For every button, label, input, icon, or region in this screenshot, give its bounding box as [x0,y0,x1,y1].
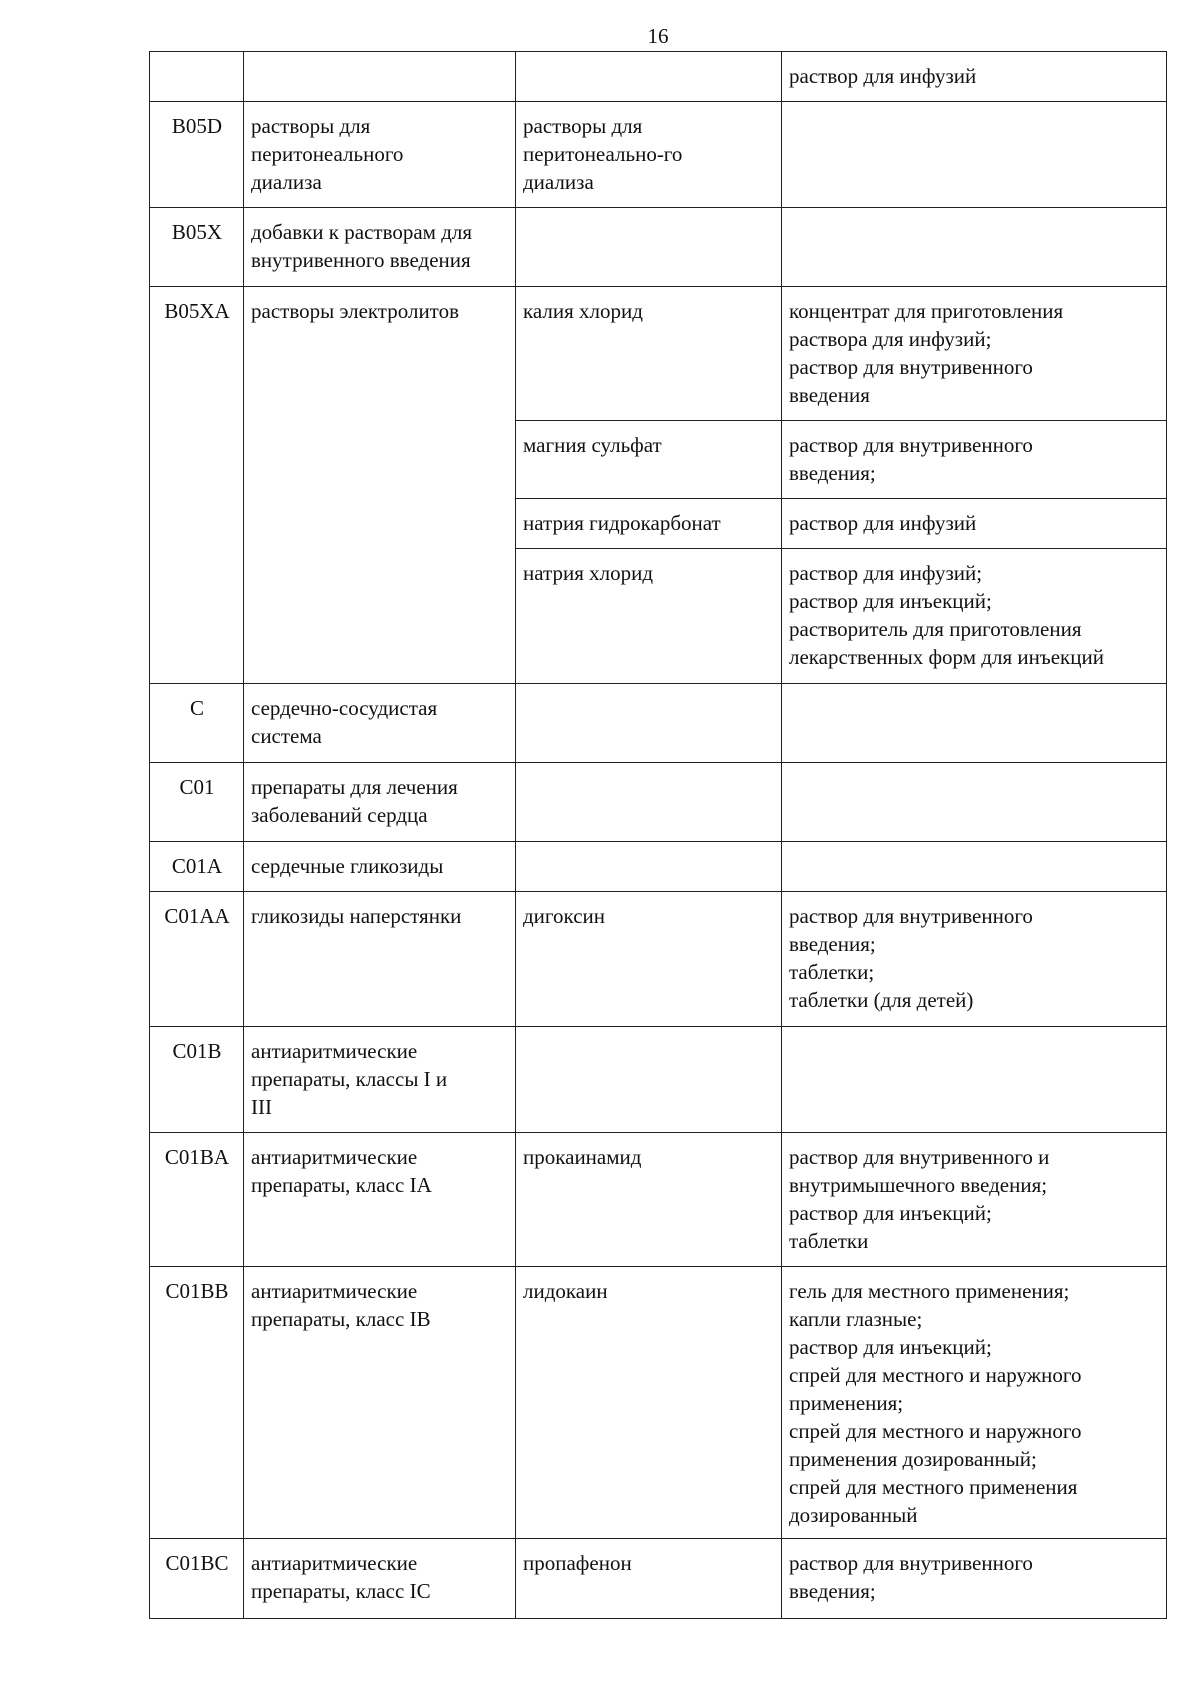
drug-name-cell: лидокаин [516,1267,782,1539]
group-name-cell: антиаритмические препараты, классы I и III [244,1027,516,1133]
atc-code-cell: B05X [150,208,244,287]
dosage-forms-cell [782,208,1167,287]
dosage-forms-cell: раствор для инфузий; раствор для инъекций; растворитель для приготовления лекарственных форм для инъекций [782,549,1167,684]
table-row [150,1133,1167,1267]
table-row [150,287,1167,421]
drug-name-cell [516,1027,782,1133]
drug-name-cell [516,684,782,763]
drug-classification-table [149,51,1167,1619]
table-row [150,1027,1167,1133]
group-name-cell: сердечно-сосудистая система [244,684,516,763]
group-name-cell [244,52,516,102]
dosage-forms-cell: раствор для внутривенного введения; таблетки; таблетки (для детей) [782,892,1167,1027]
atc-code-cell: B05D [150,102,244,208]
table-row [150,842,1167,892]
drug-name-cell: натрия хлорид [516,549,782,684]
atc-code-cell: C01A [150,842,244,892]
drug-name-cell [516,763,782,842]
drug-name-cell: пропафенон [516,1539,782,1619]
atc-code-cell: B05XA [150,287,244,684]
page-number: 16 [647,24,669,48]
dosage-forms-cell [782,763,1167,842]
group-name-cell: антиаритмические препараты, класс IB [244,1267,516,1539]
table-row [150,763,1167,842]
table-row [150,102,1167,208]
group-name-cell: сердечные гликозиды [244,842,516,892]
dosage-forms-cell [782,1027,1167,1133]
drug-name-cell: прокаинамид [516,1133,782,1267]
atc-code-cell: C01BA [150,1133,244,1267]
atc-code-cell: C01B [150,1027,244,1133]
group-name-cell: антиаритмические препараты, класс IC [244,1539,516,1619]
table-row [150,208,1167,287]
atc-code-cell: C01BC [150,1539,244,1619]
table-row [150,1539,1167,1619]
dosage-forms-cell: раствор для инфузий [782,499,1167,549]
table-row [150,1267,1167,1539]
group-name-cell: антиаритмические препараты, класс IA [244,1133,516,1267]
atc-code-cell: C01 [150,763,244,842]
dosage-forms-cell: раствор для инфузий [782,52,1167,102]
drug-name-cell [516,208,782,287]
drug-name-cell: магния сульфат [516,421,782,499]
atc-code-cell: C [150,684,244,763]
table-row [150,684,1167,763]
group-name-cell: растворы электролитов [244,287,516,684]
drug-name-cell: калия хлорид [516,287,782,421]
dosage-forms-cell [782,684,1167,763]
group-name-cell: препараты для лечения заболеваний сердца [244,763,516,842]
atc-code-cell [150,52,244,102]
drug-name-cell [516,52,782,102]
table-row [150,892,1167,1027]
dosage-forms-cell [782,842,1167,892]
table-row [150,52,1167,102]
dosage-forms-cell [782,102,1167,208]
dosage-forms-cell: раствор для внутривенного и внутримышечного введения; раствор для инъекций; таблетки [782,1133,1167,1267]
dosage-forms-cell: раствор для внутривенного введения; [782,421,1167,499]
atc-code-cell: C01AA [150,892,244,1027]
drug-name-cell [516,842,782,892]
drug-name-cell: натрия гидрокарбонат [516,499,782,549]
atc-code-cell: C01BB [150,1267,244,1539]
group-name-cell: гликозиды наперстянки [244,892,516,1027]
drug-name-cell: растворы для перитонеально-го диализа [516,102,782,208]
drug-name-cell: дигоксин [516,892,782,1027]
group-name-cell: растворы для перитонеального диализа [244,102,516,208]
dosage-forms-cell: концентрат для приготовления раствора для инфузий; раствор для внутривенного введения [782,287,1167,421]
dosage-forms-cell: раствор для внутривенного введения; [782,1539,1167,1619]
group-name-cell: добавки к растворам для внутривенного введения [244,208,516,287]
dosage-forms-cell: гель для местного применения; капли глазные; раствор для инъекций; спрей для местного и наружного применения; спрей для местного и наружного применения дозированный; спрей для местного применения дозированный [782,1267,1167,1539]
